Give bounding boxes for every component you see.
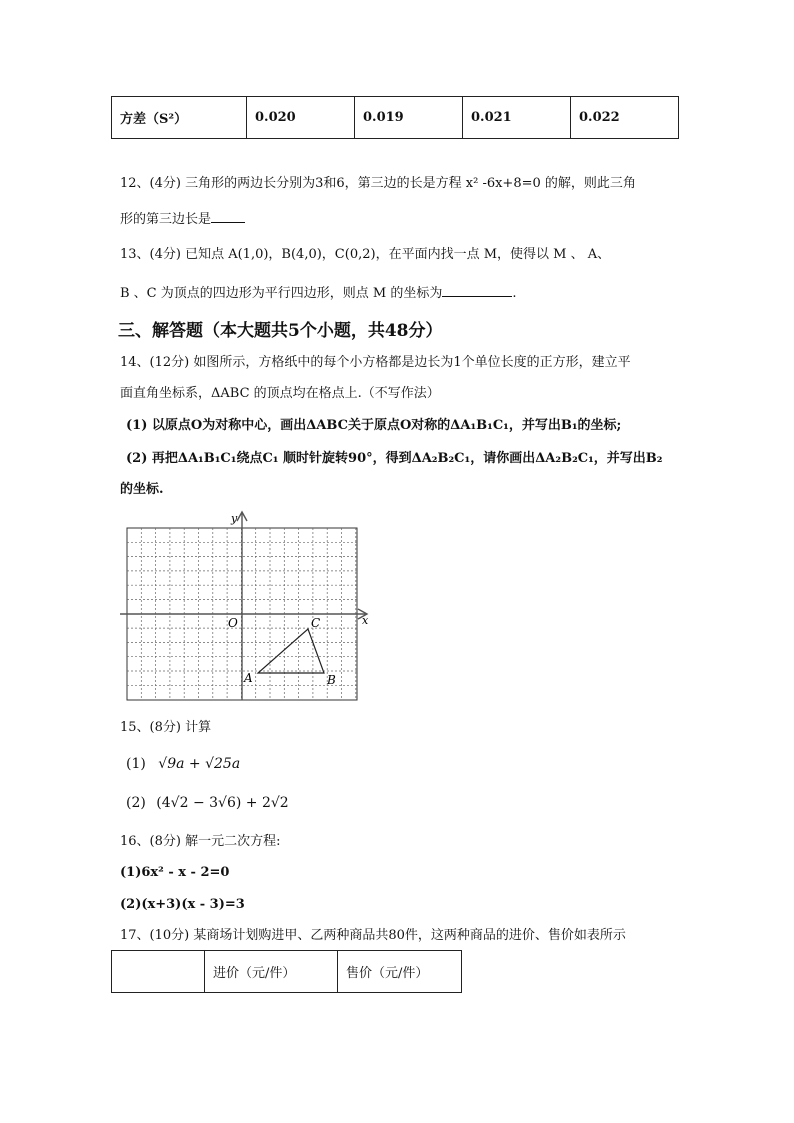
variance-value-cell: 0.019 bbox=[355, 97, 463, 139]
y-axis-label: y bbox=[231, 512, 238, 525]
q14-line1: 14、(12分) 如图所示，方格纸中的每个小方格都是边长为1个单位长度的正方形，建立平 bbox=[120, 355, 631, 370]
q14-part1: (1) 以原点O为对称中心，画出ΔABC关于原点O对称的ΔA₁B₁C₁，并写出B₁的坐标; bbox=[126, 418, 622, 433]
q15-title: 15、(8分) 计算 bbox=[120, 720, 212, 735]
x-axis-label: x bbox=[362, 614, 369, 627]
origin-label: O bbox=[228, 616, 238, 630]
variance-table bbox=[111, 96, 679, 139]
variance-label-cell: 方差（S²） bbox=[112, 97, 247, 139]
price-table-header-cell: 进价（元/件） bbox=[205, 951, 338, 993]
variance-value-cell: 0.022 bbox=[571, 97, 679, 139]
q12-line2-text: 形的第三边长是 bbox=[120, 212, 212, 227]
section-heading: 三、解答题（本大题共5个小题，共48分） bbox=[118, 321, 443, 341]
q12-line2 bbox=[120, 208, 245, 229]
answer-blank bbox=[211, 208, 245, 223]
q15-part1 bbox=[126, 755, 240, 773]
triangle-abc bbox=[258, 629, 324, 673]
point-label-c: C bbox=[311, 616, 321, 630]
q13-line1: 13、(4分) 已知点 A(1,0)，B(4,0)，C(0,2)，在平面内找一点 M，使得以 M 、 A、 bbox=[120, 247, 611, 262]
q13-line2-text: B 、C 为顶点的四边形为平行四边形，则点 M 的坐标为 bbox=[120, 286, 443, 301]
q14-part2b: 的坐标. bbox=[120, 482, 164, 497]
q15-part1-expression: √9a + √25a bbox=[158, 756, 241, 772]
q12-line1: 12、(4分) 三角形的两边长分别为3和6，第三边的长是方程 x² -6x+8=0 的解，则此三角 bbox=[120, 176, 636, 191]
q15-part1-label: (1) bbox=[126, 756, 146, 772]
q16-equation-1: (1)6x² - x - 2=0 bbox=[120, 865, 230, 880]
q13-line2: B 、C 为顶点的四边形为平行四边形，则点 M 的坐标为 . bbox=[120, 282, 516, 303]
q14-part2: (2) 再把ΔA₁B₁C₁绕点C₁ 顺时针旋转90°，得到ΔA₂B₂C₁，请你画出ΔA₂B₂C₁，并写出B₂ bbox=[126, 451, 663, 466]
price-table-header-cell: 售价（元/件） bbox=[338, 951, 462, 993]
price-table bbox=[111, 950, 462, 993]
q15-part2-expression: (4√2 − 3√6) + 2√2 bbox=[156, 795, 289, 811]
q14-line2: 面直角坐标系，ΔABC 的顶点均在格点上.（不写作法） bbox=[120, 386, 440, 401]
answer-blank bbox=[442, 282, 512, 297]
q15-part2 bbox=[126, 794, 289, 812]
variance-value-cell: 0.020 bbox=[247, 97, 355, 139]
q16-equation-2: (2)(x+3)(x - 3)=3 bbox=[120, 897, 245, 912]
point-label-b: B bbox=[327, 673, 336, 687]
price-table-header-cell bbox=[112, 951, 205, 993]
q17-line1: 17、(10分) 某商场计划购进甲、乙两种商品共80件，这两种商品的进价、售价如表所示 bbox=[120, 928, 626, 943]
point-label-a: A bbox=[244, 671, 253, 685]
q15-part2-label: (2) bbox=[126, 795, 146, 811]
q16-title: 16、(8分) 解一元二次方程: bbox=[120, 834, 281, 849]
coordinate-grid-figure bbox=[118, 510, 374, 705]
variance-value-cell: 0.021 bbox=[463, 97, 571, 139]
